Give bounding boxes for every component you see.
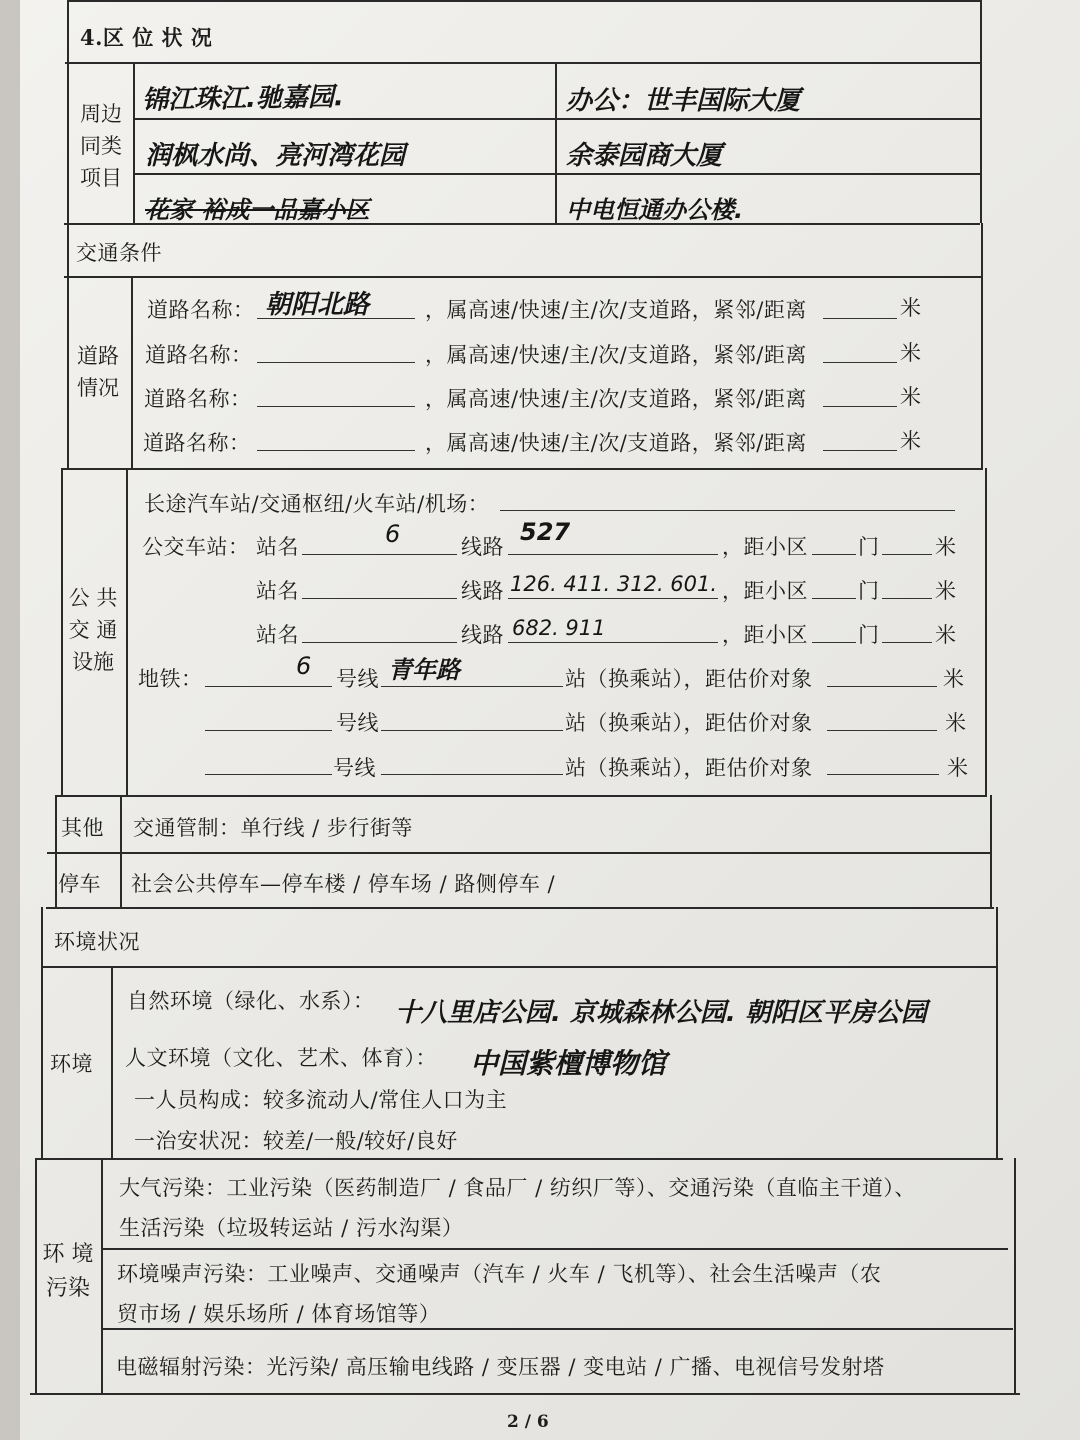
bus-route-value: 527 bbox=[520, 518, 571, 546]
bus-gate-label: 门 bbox=[858, 535, 880, 559]
subway-label: 地铁： bbox=[138, 667, 203, 691]
road-name-label: 道路名称： bbox=[145, 343, 253, 367]
road-name-value: 朝阳北路 bbox=[265, 290, 370, 320]
subway-line-label: 号线 bbox=[333, 756, 376, 780]
bus-station-label: 站名 bbox=[256, 623, 299, 647]
surroundings-left-3: 花家 裕成一品嘉小区 bbox=[145, 196, 370, 224]
natural-environment-value: 十八里店公园. 京城森林公园. 朝阳区平房公园 bbox=[395, 998, 927, 1028]
cultural-environment-value: 中国紫檀博物馆 bbox=[470, 1047, 667, 1080]
bus-station-label: 站名 bbox=[256, 579, 299, 603]
road-type-options: ，属高速/快速/主/次/支道路，紧邻/距离 bbox=[425, 343, 807, 367]
road-distance-unit: 米 bbox=[900, 341, 922, 365]
subway-distance-unit: 米 bbox=[943, 667, 965, 691]
road-type-options: ，属高速/快速/主/次/支道路，紧邻/距离 bbox=[425, 387, 807, 411]
people-composition: 一人员构成：较多流动人/常住人口为主 bbox=[134, 1088, 508, 1112]
environment-status-heading: 环境状况 bbox=[54, 930, 140, 954]
bus-distance-label: ，距小区 bbox=[722, 623, 808, 647]
bus-gate-label: 门 bbox=[858, 579, 880, 603]
subway-station-suffix: 站（换乘站），距估价对象 bbox=[565, 667, 813, 691]
surroundings-right-2: 余泰园商大厦 bbox=[566, 141, 723, 171]
road-distance-unit: 米 bbox=[900, 385, 922, 409]
bus-route-label: 线路 bbox=[461, 623, 504, 647]
traffic-conditions-heading: 交通条件 bbox=[76, 241, 162, 265]
road-type-options: ，属高速/快速/主/次/支道路，紧邻/距离 bbox=[425, 431, 807, 455]
subway-line-label: 号线 bbox=[336, 667, 379, 691]
road-name-label: 道路名称： bbox=[143, 431, 251, 455]
page-number: 2 / 6 bbox=[507, 1412, 549, 1432]
surroundings-left-1: 锦江珠江.驰嘉园. bbox=[141, 82, 345, 116]
air-pollution-line2: 生活污染（垃圾转运站 / 污水沟渠） bbox=[119, 1216, 464, 1240]
em-pollution: 电磁辐射污染：光污染/ 高压输电线路 / 变压器 / 变电站 / 广播、电视信号发射塔 bbox=[116, 1355, 885, 1379]
bus-distance-unit: 米 bbox=[935, 623, 957, 647]
bus-route-value: 682. 911 bbox=[512, 616, 606, 640]
bus-distance-unit: 米 bbox=[935, 535, 957, 559]
bus-distance-unit: 米 bbox=[935, 579, 957, 603]
noise-pollution-line1: 环境噪声污染：工业噪声、交通噪声（汽车 / 火车 / 飞机等）、社会生活噪声（农 bbox=[117, 1262, 882, 1286]
other-label: 其他 bbox=[61, 816, 104, 840]
bus-distance-label: ，距小区 bbox=[722, 535, 808, 559]
security-status: 一治安状况：较差/一般/较好/良好 bbox=[134, 1129, 458, 1153]
public-transport-label: 公 共 交 通 设施 bbox=[68, 586, 118, 674]
roads-label: 道路 情况 bbox=[77, 344, 119, 400]
parking-text: 社会公共停车—停车楼 / 停车场 / 路侧停车 / bbox=[131, 872, 556, 896]
noise-pollution-line2: 贸市场 / 娱乐场所 / 体育场馆等） bbox=[117, 1302, 441, 1326]
parking-label: 停车 bbox=[58, 872, 101, 896]
subway-station-suffix: 站（换乘站），距估价对象 bbox=[565, 711, 813, 735]
pollution-label: 环 境 污染 bbox=[42, 1242, 94, 1301]
section-title: 4.区 位 状 况 bbox=[80, 25, 213, 50]
cultural-environment-label: 人文环境（文化、艺术、体育）： bbox=[125, 1046, 437, 1070]
environment-label: 环境 bbox=[50, 1052, 93, 1076]
bus-gate-label: 门 bbox=[858, 623, 880, 647]
bus-station-value: 6 bbox=[385, 520, 401, 548]
surroundings-right-3: 中电恒通办公楼. bbox=[566, 196, 744, 224]
road-name-label: 道路名称： bbox=[144, 387, 252, 411]
bus-route-value: 126. 411. 312. 601. bbox=[510, 572, 718, 596]
bus-station-label: 站名 bbox=[256, 535, 299, 559]
subway-distance-unit: 米 bbox=[945, 711, 967, 735]
road-type-options: ，属高速/快速/主/次/支道路，紧邻/距离 bbox=[425, 298, 807, 322]
road-name-label: 道路名称： bbox=[147, 298, 255, 322]
subway-line-value: 6 bbox=[296, 652, 312, 680]
road-distance-unit: 米 bbox=[900, 296, 922, 320]
surroundings-right-1: 办公：世丰国际大厦 bbox=[566, 86, 801, 116]
subway-station-value: 青年路 bbox=[388, 656, 460, 684]
surroundings-left-2: 润枫水尚、亮河湾花园 bbox=[145, 141, 406, 171]
subway-distance-unit: 米 bbox=[947, 756, 969, 780]
subway-station-suffix: 站（换乘站），距估价对象 bbox=[565, 756, 813, 780]
surroundings-label: 周边 同类 项目 bbox=[80, 102, 122, 190]
bus-route-label: 线路 bbox=[461, 579, 504, 603]
bus-route-label: 线路 bbox=[461, 535, 504, 559]
road-distance-unit: 米 bbox=[900, 429, 922, 453]
bus-distance-label: ，距小区 bbox=[722, 579, 808, 603]
long-distance-label: 长途汽车站/交通枢纽/火车站/机场： bbox=[144, 492, 490, 516]
bus-label: 公交车站： bbox=[142, 535, 250, 559]
subway-line-label: 号线 bbox=[336, 711, 379, 735]
air-pollution-line1: 大气污染：工业污染（医药制造厂 / 食品厂 / 纺织厂等）、交通污染（直临主干道）、 bbox=[119, 1176, 916, 1200]
other-text: 交通管制：单行线 / 步行街等 bbox=[133, 816, 413, 840]
natural-environment-label: 自然环境（绿化、水系）： bbox=[127, 989, 375, 1013]
